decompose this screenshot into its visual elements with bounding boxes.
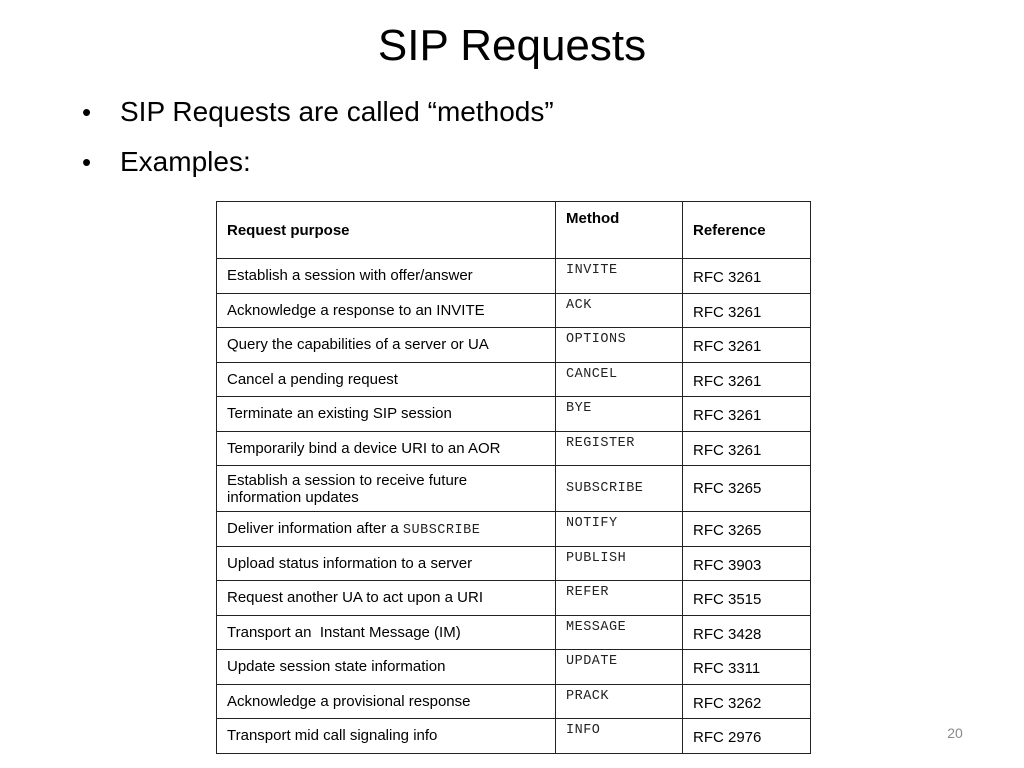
cell-method: MESSAGE — [556, 615, 683, 650]
table-row — [217, 615, 811, 650]
cell-reference: RFC 3261 — [683, 431, 811, 466]
header-request-purpose: Request purpose — [217, 202, 556, 259]
table-row — [217, 581, 811, 616]
cell-method: OPTIONS — [556, 328, 683, 363]
cell-method: NOTIFY — [556, 512, 683, 547]
cell-reference: RFC 3261 — [683, 259, 811, 294]
cell-method: INVITE — [556, 259, 683, 294]
table-row — [217, 719, 811, 754]
bullet-text: SIP Requests are called “methods” — [120, 96, 554, 127]
cell-reference: RFC 3903 — [683, 546, 811, 581]
cell-method: PRACK — [556, 684, 683, 719]
cell-reference: RFC 3265 — [683, 466, 811, 512]
cell-method: REFER — [556, 581, 683, 616]
bullet-text: Examples: — [120, 146, 251, 177]
bullet-list — [82, 95, 554, 195]
cell-purpose-text: Deliver information after a — [227, 519, 403, 537]
cell-reference: RFC 3261 — [683, 328, 811, 363]
cell-method: UPDATE — [556, 650, 683, 685]
bullet-icon: • — [82, 147, 92, 177]
bullet-item — [82, 145, 554, 195]
table-row — [217, 259, 811, 294]
cell-reference: RFC 3262 — [683, 684, 811, 719]
cell-purpose: Acknowledge a response to an INVITE — [217, 293, 556, 328]
table-row — [217, 466, 811, 512]
cell-purpose — [217, 466, 556, 512]
cell-purpose: Terminate an existing SIP session — [217, 397, 556, 432]
table-row — [217, 546, 811, 581]
cell-reference: RFC 3261 — [683, 362, 811, 397]
cell-purpose: Cancel a pending request — [217, 362, 556, 397]
cell-reference: RFC 2976 — [683, 719, 811, 754]
cell-reference: RFC 3265 — [683, 512, 811, 547]
cell-purpose: Update session state information — [217, 650, 556, 685]
cell-method: ACK — [556, 293, 683, 328]
cell-purpose-code: SUBSCRIBE — [402, 522, 481, 538]
cell-reference: RFC 3261 — [683, 397, 811, 432]
table-row — [217, 684, 811, 719]
cell-method: SUBSCRIBE — [556, 466, 683, 512]
table-row — [217, 328, 811, 363]
cell-reference: RFC 3311 — [683, 650, 811, 685]
cell-purpose — [217, 512, 556, 547]
cell-reference: RFC 3261 — [683, 293, 811, 328]
bullet-icon: • — [82, 97, 92, 127]
cell-purpose: Upload status information to a server — [217, 546, 556, 581]
table-row — [217, 512, 811, 547]
cell-purpose: Acknowledge a provisional response — [217, 684, 556, 719]
cell-purpose-line: Establish a session to receive future — [227, 471, 468, 489]
cell-purpose-line: information updates — [227, 488, 359, 506]
header-reference: Reference — [683, 202, 811, 259]
table-row — [217, 397, 811, 432]
cell-reference: RFC 3428 — [683, 615, 811, 650]
bullet-item — [82, 95, 554, 145]
cell-purpose: Transport an Instant Message (IM) — [217, 615, 556, 650]
table-row — [217, 293, 811, 328]
sip-methods-table-container — [216, 201, 810, 747]
cell-purpose: Transport mid call signaling info — [217, 719, 556, 754]
table-row — [217, 650, 811, 685]
cell-method: PUBLISH — [556, 546, 683, 581]
table-header-row — [217, 202, 811, 259]
cell-purpose: Temporarily bind a device URI to an AOR — [217, 431, 556, 466]
cell-reference: RFC 3515 — [683, 581, 811, 616]
cell-method: INFO — [556, 719, 683, 754]
sip-methods-table — [216, 201, 811, 754]
header-method: Method — [556, 202, 683, 259]
page-number: 20 — [947, 725, 963, 741]
cell-purpose: Establish a session with offer/answer — [217, 259, 556, 294]
cell-method: CANCEL — [556, 362, 683, 397]
table-row — [217, 431, 811, 466]
table-row — [217, 362, 811, 397]
cell-purpose: Query the capabilities of a server or UA — [217, 328, 556, 363]
cell-method: BYE — [556, 397, 683, 432]
slide-title: SIP Requests — [377, 21, 647, 70]
cell-method: REGISTER — [556, 431, 683, 466]
cell-purpose: Request another UA to act upon a URI — [217, 581, 556, 616]
